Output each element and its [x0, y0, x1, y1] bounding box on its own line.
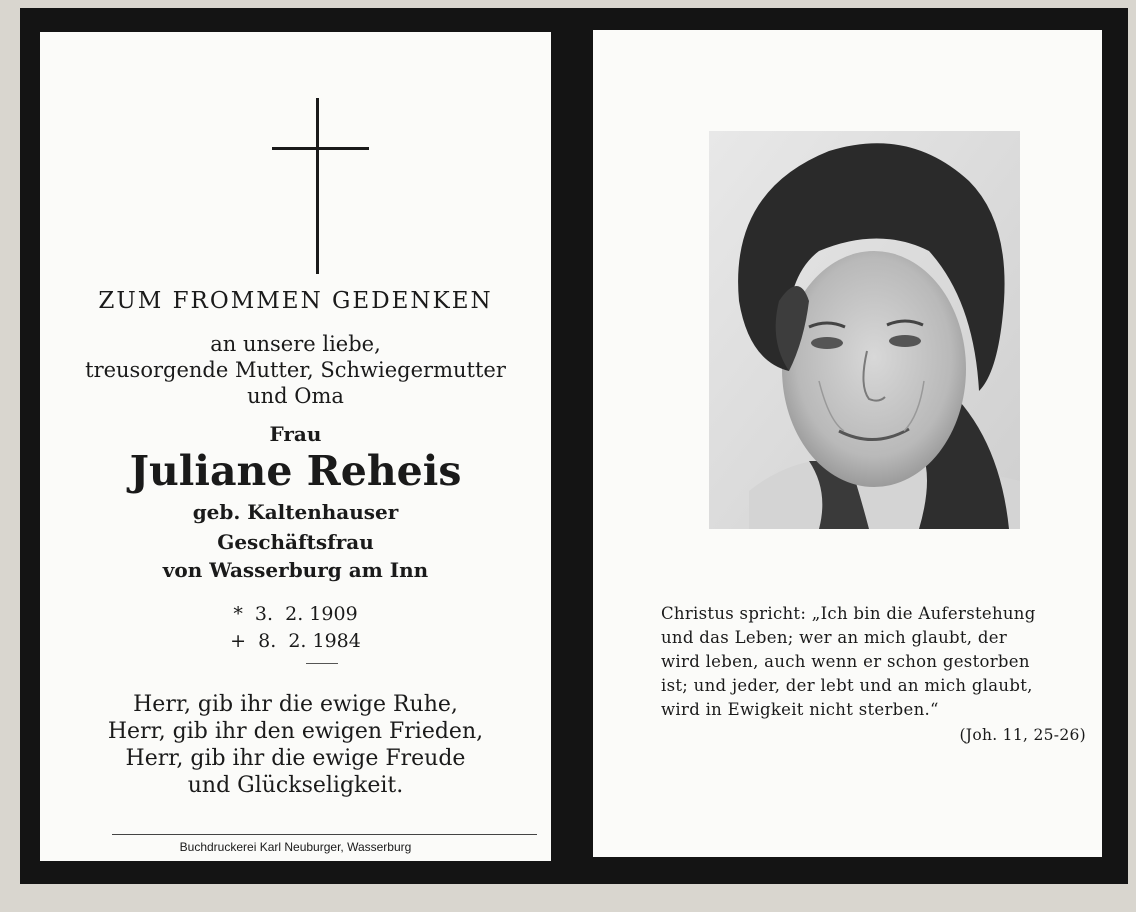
intro-line: an unsere liebe, — [210, 332, 381, 356]
printer-credit: Buchdruckerei Karl Neuburger, Wasserburg — [179, 840, 412, 854]
occupation: Geschäftsfrau — [217, 530, 374, 554]
memorial-card — [20, 8, 1128, 884]
divider — [306, 663, 338, 664]
footer-rule — [112, 834, 537, 835]
prayer-line: und Glückseligkeit. — [187, 773, 404, 798]
quote-line: ist; und jeder, der lebt und an mich glaubt, — [661, 676, 1033, 695]
cross-icon — [316, 98, 319, 274]
bible-reference: (Joh. 11, 25-26) — [959, 726, 1086, 744]
deceased-name: Juliane Reheis — [129, 447, 462, 495]
cross-icon-bar — [272, 147, 369, 150]
right-page — [593, 30, 1102, 857]
intro-line: und Oma — [247, 384, 344, 408]
prayer-line: Herr, gib ihr den ewigen Frieden, — [107, 719, 484, 744]
left-page — [40, 32, 551, 861]
death-date: + 8. 2. 1984 — [230, 630, 361, 652]
birth-date: * 3. 2. 1909 — [233, 603, 358, 625]
maiden-name: geb. Kaltenhauser — [192, 500, 399, 524]
quote-line: wird in Ewigkeit nicht sterben.“ — [661, 700, 939, 719]
prayer-line: Herr, gib ihr die ewige Ruhe, — [133, 692, 458, 717]
honorific: Frau — [269, 422, 322, 446]
hometown: von Wasserburg am Inn — [162, 558, 429, 582]
intro-line: treusorgende Mutter, Schwiegermutter — [85, 358, 506, 382]
heading: ZUM FROMMEN GEDENKEN — [98, 288, 493, 314]
quote-line: und das Leben; wer an mich glaubt, der — [661, 628, 1008, 647]
quote-line: Christus spricht: „Ich bin die Auferstehung — [661, 604, 1036, 623]
portrait-photo — [709, 131, 1020, 529]
prayer-line: Herr, gib ihr die ewige Freude — [125, 746, 466, 771]
quote-line: wird leben, auch wenn er schon gestorben — [661, 652, 1030, 671]
